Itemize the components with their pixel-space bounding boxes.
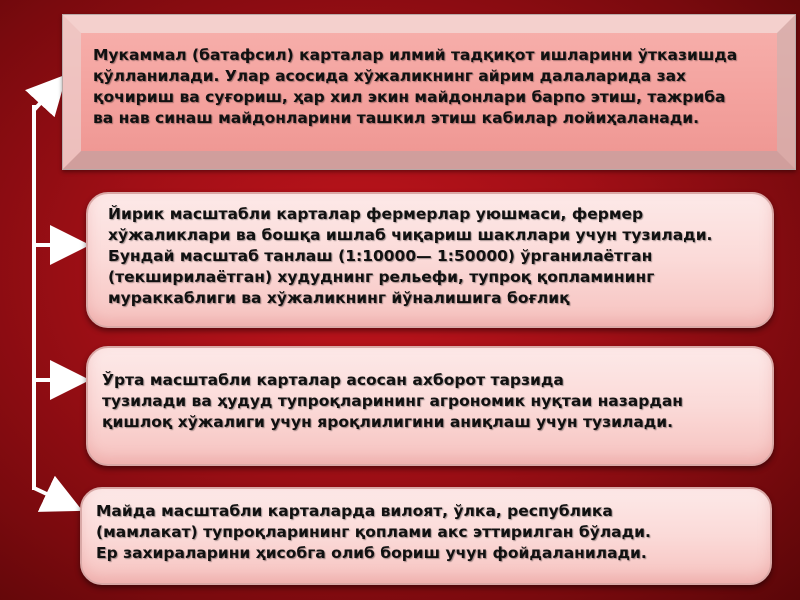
box-2-line-5: мураккаблиги ва хўжаликнинг йўналишига боғлиқ — [108, 289, 570, 307]
arrow-to-box-4 — [34, 488, 68, 504]
box-2-line-4: (текширилаётган) худуднинг рельефи, тупроқ қопламининг — [108, 268, 655, 286]
box-4-line-3: Ер захираларини ҳисобга олиб бориш учун фойдаланилади. — [96, 544, 647, 562]
medium-scale-maps-box — [86, 346, 774, 466]
large-scale-maps-box — [86, 192, 774, 328]
box-3-line-2: тузилади ва ҳудуд тупроқларининг агрономик нуқтаи назардан — [102, 392, 684, 410]
box-2-line-3: Бундай масштаб танлаш (1:10000— 1:50000) ўрганилаётган — [108, 247, 653, 265]
box-4-line-2: (мамлакат) тупроқларининг қоплами акс эттирилган бўлади. — [96, 523, 651, 541]
small-scale-maps-box — [80, 487, 772, 585]
box-1-line-1: Мукаммал (батафсил) карталар илмий тадқиқот ишларини ўтказишда — [93, 46, 738, 64]
box-2-line-1: Йирик масштабли карталар фермерлар уюшмаси, фермер — [108, 205, 644, 223]
detailed-maps-box — [62, 14, 796, 170]
box-1-line-4: ва нав синаш майдонларини ташкил этиш кабилар лойиҳаланади. — [93, 109, 700, 127]
arrow-to-box-1 — [34, 86, 56, 110]
box-4-line-1: Майда масштабли карталарда вилоят, ўлка, республика — [96, 502, 613, 520]
box-1-line-2: қўлланилади. Улар асосида хўжаликнинг айрим далаларида зах — [93, 67, 687, 85]
box-2-line-2: хўжаликлари ва бошқа ишлаб чиқариш шакллари учун тузилади. — [108, 226, 713, 244]
box-3-line-3: қишлоқ хўжалиги учун яроқлилигини аниқлаш учун тузилади. — [102, 413, 674, 431]
box-1-line-3: қочириш ва суғориш, ҳар хил экин майдонлари барпо этиш, тажриба — [93, 88, 726, 106]
box-3-line-1: Ўрта масштабли карталар асосан ахборот тарзида — [102, 371, 564, 389]
